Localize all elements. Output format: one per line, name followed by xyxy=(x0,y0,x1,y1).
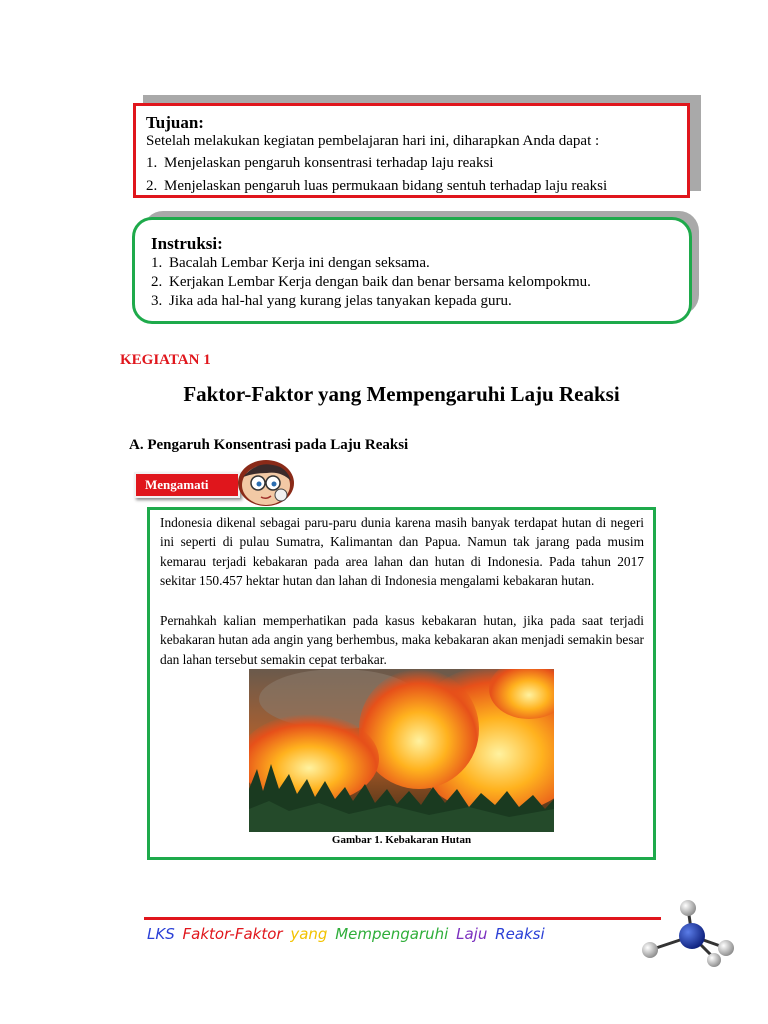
figure-caption: Gambar 1. Kebakaran Hutan xyxy=(331,834,472,846)
molecule-icon xyxy=(636,898,744,970)
tujuan-item-text: Menjelaskan pengaruh konsentrasi terhadap laju reaksi xyxy=(164,155,494,171)
tujuan-item xyxy=(146,175,677,198)
forest-fire-photo xyxy=(249,669,554,832)
instruksi-title: Instruksi: xyxy=(151,234,223,253)
footer-title xyxy=(147,925,548,943)
instruksi-item-text: Bacalah Lembar Kerja ini dengan seksama. xyxy=(169,255,430,271)
instruksi-item xyxy=(151,254,689,273)
tujuan-box xyxy=(133,103,690,198)
footer-word: Faktor-Faktor xyxy=(182,925,283,943)
instruksi-item-number: 2. xyxy=(151,274,163,290)
instruksi-item-text: Kerjakan Lembar Kerja dengan baik dan benar bersama kelompokmu. xyxy=(169,274,591,290)
instruksi-item xyxy=(151,273,689,292)
instruksi-item-number: 3. xyxy=(151,293,163,309)
tujuan-list xyxy=(146,152,677,198)
paragraph-forest-fires: Indonesia dikenal sebagai paru-paru dunia karena masih banyak terdapat hutan di negeri ini seperti di pulau Sumatra, Kalimantan dan Papua. Namun tak jarang pada musim kemarau terjadi kebakaran pada area lahan dan hutan di Indonesia. Pada tahun 2017 sekitar 150.457 hektar hutan dan lahan di Indonesia mengalami kebakaran hutan. xyxy=(160,515,644,588)
tujuan-item xyxy=(146,152,677,175)
footer-word: Reaksi xyxy=(495,925,545,943)
tujuan-item-number: 1. xyxy=(146,155,158,171)
footer-word: Mempengaruhi xyxy=(335,925,449,943)
instruksi-list xyxy=(151,254,689,311)
footer-word: LKS xyxy=(147,925,175,943)
mengamati-tag: Mengamati xyxy=(134,472,240,498)
section-heading: A. Pengaruh Konsentrasi pada Laju Reaksi xyxy=(129,437,409,453)
page-title: Faktor-Faktor yang Mempengaruhi Laju Reaksi xyxy=(183,382,620,406)
instruksi-item-text: Jika ada hal-hal yang kurang jelas tanyakan kepada guru. xyxy=(169,293,512,309)
footer-word: Laju xyxy=(456,925,488,943)
tujuan-title: Tujuan: xyxy=(146,113,204,132)
tujuan-intro: Setelah melakukan kegiatan pembelajaran hari ini, diharapkan Anda dapat : xyxy=(146,133,600,149)
instruksi-box xyxy=(132,217,692,324)
footer-divider xyxy=(144,917,661,920)
instruksi-item-number: 1. xyxy=(151,255,163,271)
tujuan-item-number: 2. xyxy=(146,178,158,194)
cartoon-detective-icon xyxy=(237,459,295,507)
instruksi-item xyxy=(151,292,689,311)
footer-word: yang xyxy=(290,925,328,943)
paragraph-wind-question: Pernahkah kalian memperhatikan pada kasus kebakaran hutan, jika pada saat terjadi kebakaran hutan ada angin yang berhembus, maka kebakaran akan menjadi semakin besar dan lahan tersebut semakin cepat terbakar. xyxy=(160,613,644,667)
kegiatan-label: KEGIATAN 1 xyxy=(120,352,211,368)
tujuan-item-text: Menjelaskan pengaruh luas permukaan bidang sentuh terhadap laju reaksi xyxy=(164,178,608,194)
